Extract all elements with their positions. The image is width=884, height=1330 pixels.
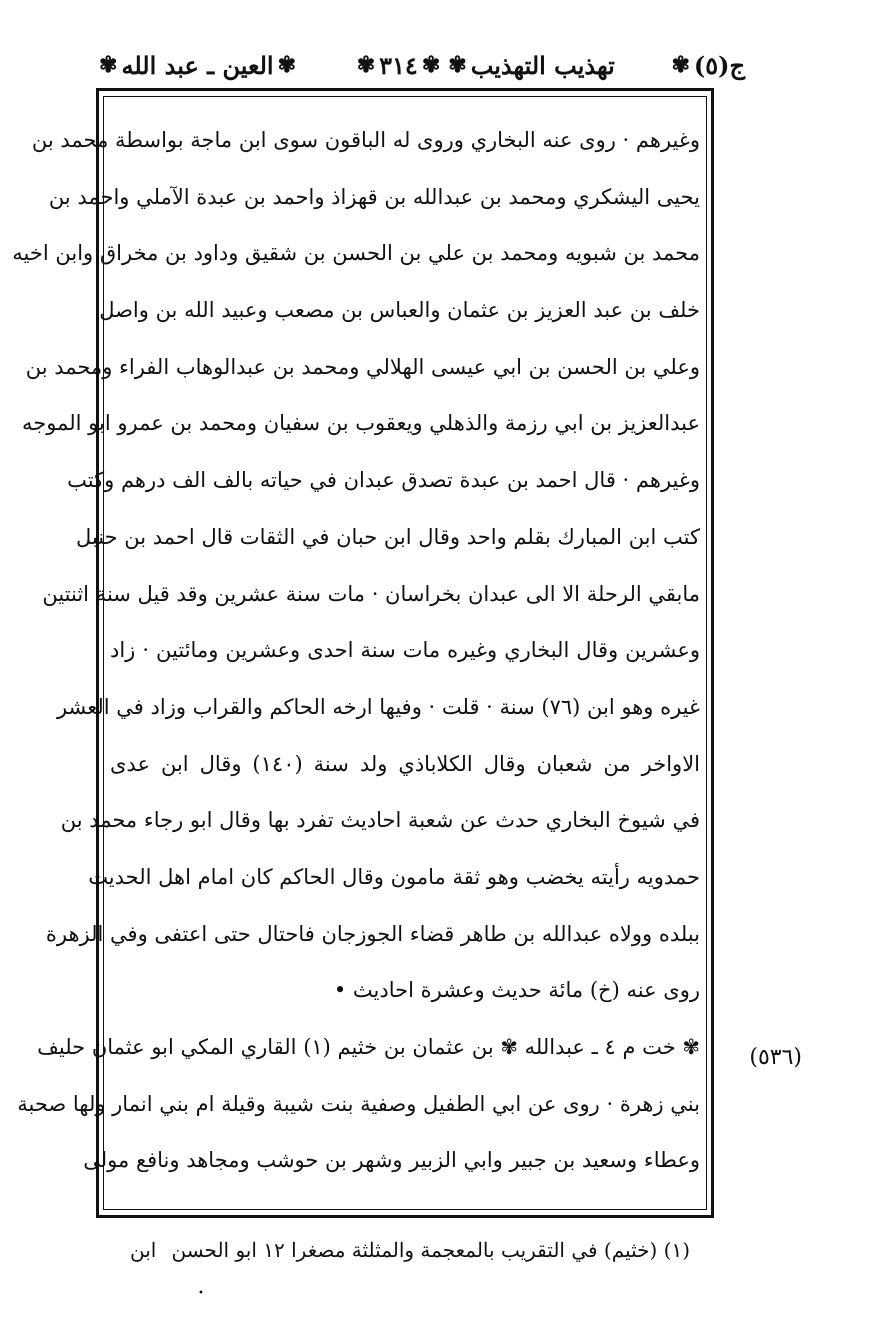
ornament-icon: ✾ [356,52,376,78]
entry-number: (٥٣٦) [749,1045,802,1070]
text-line: الاواخر من شعبان وقال الكلاباذي ولد سنة (١٤٠) وقال ابن عدى [110,751,701,776]
text-line: في شيوخ البخاري حدث عن شعبة احاديث تفرد بها وقال ابو رجاء محمد بن [60,808,700,833]
footnote-signature: ابن [130,1238,157,1262]
header-volume [667,51,745,80]
header-section [95,51,300,80]
text-line-last-paragraph: روى عنه (خ) مائة حديث وعشرة احاديث • [333,978,700,1003]
text-line: محمد بن شبويه ومحمد بن علي بن الحسن بن شقيق وداود بن مخراق وابن اخيه [12,241,700,266]
section-label: العين ـ عبد الله [121,50,274,80]
main-text [12,112,701,1189]
text-line: وعطاء وسعيد بن جبير وابي الزبير وشهر بن حوشب ومجاهد ونافع مولى [83,1148,700,1173]
page-number: ٣١٤ [379,50,418,80]
ornament-icon: ✾ [671,52,690,78]
footnote-text: (١) (خثيم) في التقريب بالمعجمة والمثلثة مصغرا ١٢ ابو الحسن [171,1238,690,1262]
text-line: مابقي الرحلة الا الى عبدان بخراسان · مات سنة عشرين وقد قيل سنة اثنتين [42,581,700,606]
footnote [130,1230,690,1270]
ornament-icon: ✾ [421,52,441,78]
text-line: كتب ابن المبارك بقلم واحد وقال ابن حبان في الثقات قال احمد بن حنبل [76,524,700,549]
header-title-group [353,51,615,80]
ornament-icon: ✾ [448,52,467,78]
page-mark: • [198,1288,204,1299]
volume-label: ج(٥) [693,50,745,80]
text-line: وعلي بن الحسن بن ابي عيسى الهلالي ومحمد بن عبدالوهاب الفراء ومحمد بن [25,354,700,379]
text-line: وغيرهم · قال احمد بن عبدة تصدق عبدان في حياته بالف الف درهم وكتب [67,468,700,493]
text-line: وغيرهم · روى عنه البخاري وروى له الباقون سوى ابن ماجة بواسطة محمد بن [31,128,700,152]
ornament-icon: ✾ [277,52,297,78]
ornament-icon: ✾ [99,52,118,78]
text-line: وعشرين وقال البخاري وغيره مات سنة احدى وعشرين ومائتين · زاد [110,638,700,663]
text-line: غيره وهو ابن (٧٦) سنة · قلت · وفيها ارخه الحاكم والقراب وزاد في العشر [56,694,700,719]
page-header [95,40,745,90]
text-line: بني زهرة · روى عن ابي الطفيل وصفية بنت شيبة وقيلة ام بني انمار ولها صحبة [17,1091,700,1116]
text-line: عبدالعزيز بن ابي رزمة والذهلي ويعقوب بن سفيان ومحمد بن عمرو ابو الموجه [22,411,700,436]
text-line: خلف بن عبد العزيز بن عثمان والعباس بن مصعب وعبيد الله بن واصل [99,298,700,323]
text-line: ببلده وولاه عبدالله بن طاهر قضاء الجوزجان فاحتال حتى اعتفى وفي الزهرة [45,921,700,946]
book-title: تهذيب التهذيب [470,50,615,80]
entry-heading-line: ✾ خت م ٤ ـ عبدالله ✾ بن عثمان بن خثيم (١) القاري المكي ابو عثمان حليف [37,1035,700,1059]
text-line: يحيى اليشكري ومحمد بن عبدالله بن قهزاذ واحمد بن عبدة الآملي واحمد بن [48,184,700,209]
text-line: حمدويه رأيته يخضب وهو ثقة مامون وقال الحاكم كان امام اهل الحديث [88,864,700,889]
